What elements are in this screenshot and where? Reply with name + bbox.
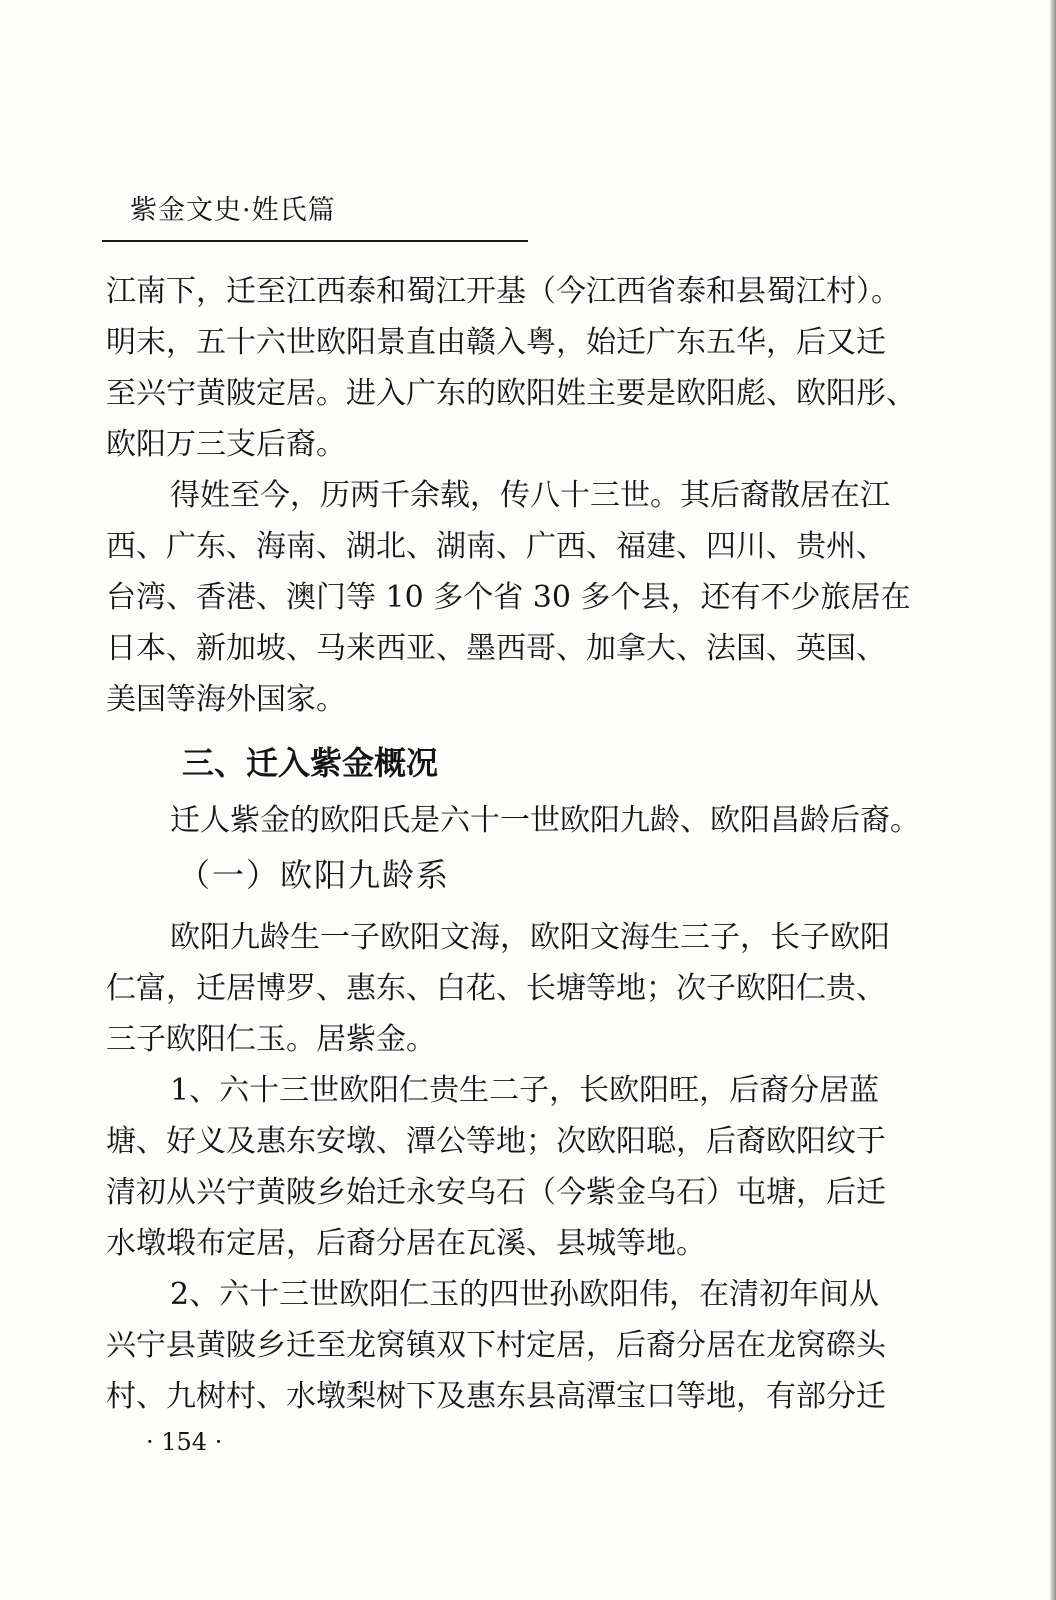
text-line: 1、六十三世欧阳仁贵生二子，长欧阳旺，后裔分居蓝 — [170, 1073, 880, 1108]
text-line: 仁富，迁居博罗、惠东、白花、长塘等地；次子欧阳仁贵、 — [106, 971, 886, 1006]
text-line: 至兴宁黄陂定居。进入广东的欧阳姓主要是欧阳彪、欧阳彤、 — [106, 376, 916, 411]
text-line: 西、广东、海南、湖北、湖南、广西、福建、四川、贵州、 — [106, 529, 886, 564]
text-line: 欧阳万三支后裔。 — [106, 427, 346, 462]
header-rule — [102, 240, 528, 242]
text-line: 明末，五十六世欧阳景直由赣入粤，始迁广东五华，后又迁 — [106, 325, 886, 360]
page-number: · 154 · — [146, 1428, 223, 1456]
text-line: 塘、好义及惠东安墩、潭公等地；次欧阳聪，后裔欧阳纹于 — [106, 1124, 886, 1159]
text-line: 清初从兴宁黄陂乡始迁永安乌石（今紫金乌石）屯塘，后迁 — [106, 1175, 886, 1210]
text-line: 台湾、香港、澳门等 10 多个省 30 多个县，还有不少旅居在 — [106, 580, 911, 615]
paragraph-4 — [106, 912, 948, 1065]
body-text — [106, 266, 948, 1422]
text-line: 江南下，迁至江西泰和蜀江开基（今江西省泰和县蜀江村）。 — [106, 274, 901, 309]
text-line: 美国等海外国家。 — [106, 682, 346, 717]
page-edge-shadow — [1050, 0, 1056, 1600]
paragraph-1 — [106, 266, 948, 470]
subsection-heading: （一）欧阳九龄系 — [178, 856, 451, 894]
text-line: 日本、新加坡、马来西亚、墨西哥、加拿大、法国、英国、 — [106, 631, 886, 666]
text-line: 三子欧阳仁玉。居紫金。 — [106, 1022, 436, 1057]
paragraph-5 — [106, 1065, 948, 1269]
text-line: 2、六十三世欧阳仁玉的四世孙欧阳伟，在清初年间从 — [170, 1277, 880, 1312]
text-line: 村、九树村、水墩梨树下及惠东县高潭宝口等地，有部分迁 — [106, 1379, 886, 1414]
running-head: 紫金文史·姓氏篇 — [130, 195, 336, 226]
section-heading: 三、迁入紫金概况 — [182, 744, 439, 782]
text-line: 兴宁县黄陂乡迁至龙窝镇双下村定居，后裔分居在龙窝磜头 — [106, 1328, 886, 1363]
text-line: 欧阳九龄生一子欧阳文海，欧阳文海生三子，长子欧阳 — [170, 920, 890, 955]
paragraph-2 — [106, 470, 948, 725]
paragraph-6 — [106, 1269, 948, 1422]
paragraph-3 — [106, 795, 948, 846]
text-line: 得姓至今，历两千余载，传八十三世。其后裔散居在江 — [170, 478, 890, 513]
text-line: 迁人紫金的欧阳氏是六十一世欧阳九龄、欧阳昌龄后裔。 — [170, 803, 920, 838]
text-line: 水墩塅布定居，后裔分居在瓦溪、县城等地。 — [106, 1226, 706, 1261]
